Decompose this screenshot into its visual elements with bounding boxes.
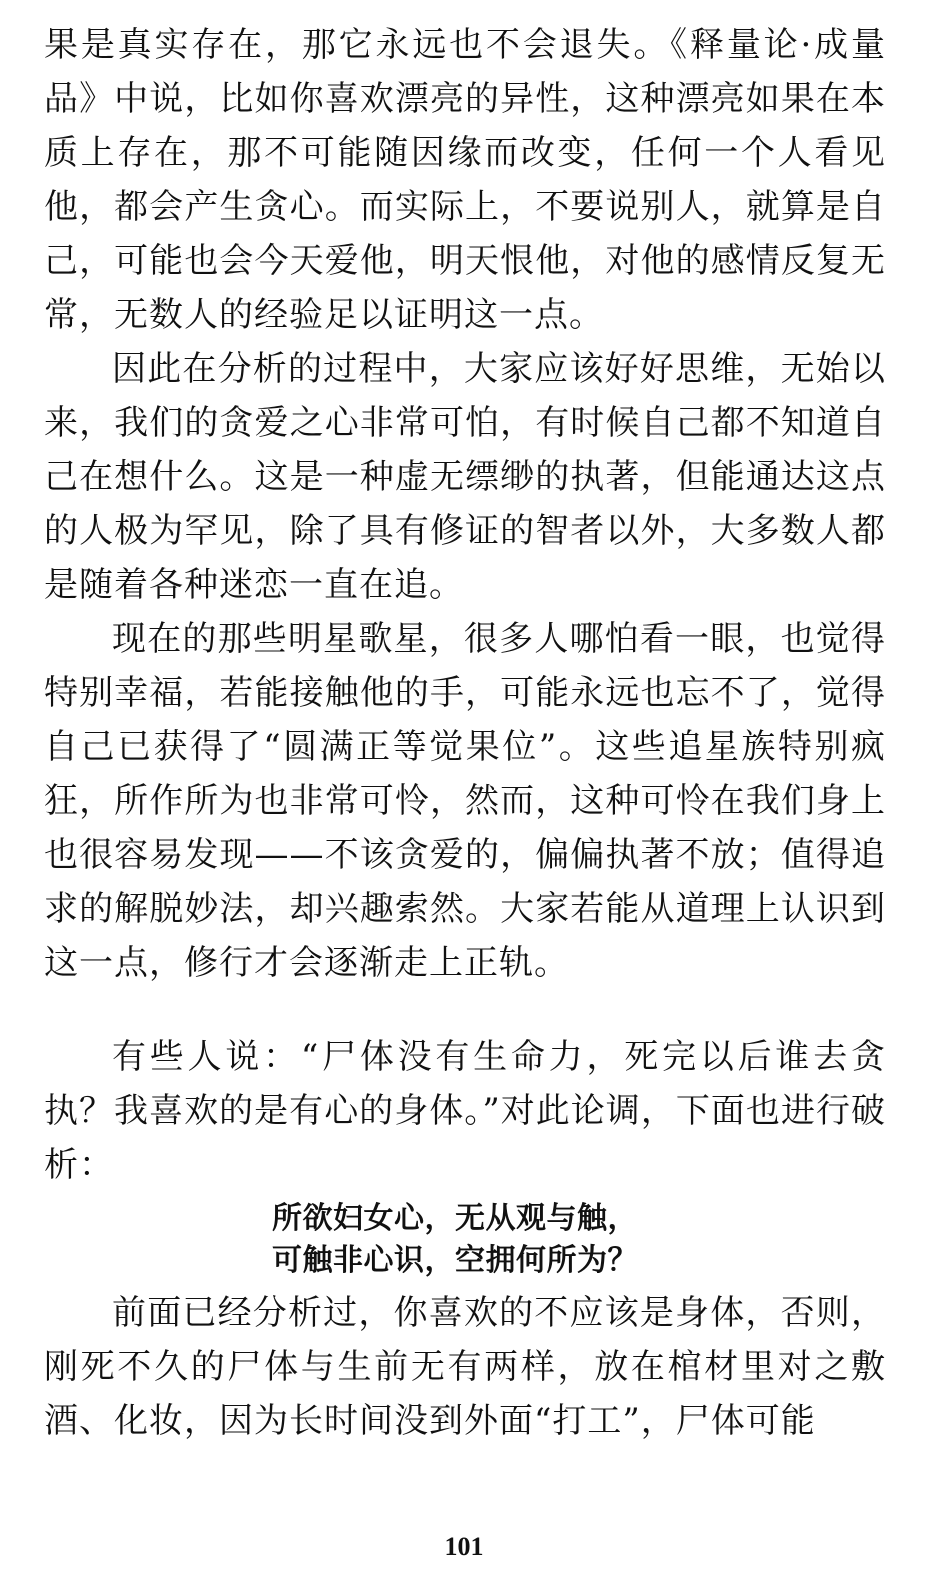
paragraph-5: 前面已经分析过，你喜欢的不应该是身体，否则，刚死不久的尸体与生前无有两样，放在棺材里对之敷酒、化妆，因为长时间没到外面“打工”，尸体可能 xyxy=(44,1293,886,1441)
page-body xyxy=(44,18,886,1448)
paragraph-2: 因此在分析的过程中，大家应该好好思维，无始以来，我们的贪爱之心非常可怕，有时候自己都不知道自己在想什么。这是一种虚无缥缈的执著，但能通达这点的人极为罕见，除了具有修证的智者以外，大多数人都是随着各种迷恋一直在追。 xyxy=(44,349,886,605)
verse-line-2: 可触非心识，空拥何所为？ xyxy=(272,1243,638,1278)
paragraph-3: 现在的那些明星歌星，很多人哪怕看一眼，也觉得特别幸福，若能接触他的手，可能永远也忘不了，觉得自己已获得了“圆满正等觉果位”。这些追星族特别疯狂，所作所为也非常可怜，然而，这种可怜在我们身上也很容易发现——不该贪爱的，偏偏执著不放；值得追求的解脱妙法，却兴趣索然。大家若能从道理上认识到这一点，修行才会逐渐走上正轨。 xyxy=(44,619,886,983)
verse-block xyxy=(44,1198,886,1282)
page-number: 101 xyxy=(444,1532,484,1561)
section-gap xyxy=(44,990,886,1030)
paragraph-4: 有些人说：“尸体没有生命力，死完以后谁去贪执？我喜欢的是有心的身体。”对此论调，下面也进行破析： xyxy=(44,1037,886,1185)
paragraph-1: 果是真实存在，那它永远也不会退失。《释量论·成量品》中说，比如你喜欢漂亮的异性，这种漂亮如果在本质上存在，那不可能随因缘而改变，任何一个人看见他，都会产生贪心。而实际上，不要说别人，就算是自己，可能也会今天爱他，明天恨他，对他的感情反复无常，无数人的经验足以证明这一点。 xyxy=(44,25,886,335)
verse-line-1: 所欲妇女心，无从观与触， xyxy=(272,1201,638,1236)
